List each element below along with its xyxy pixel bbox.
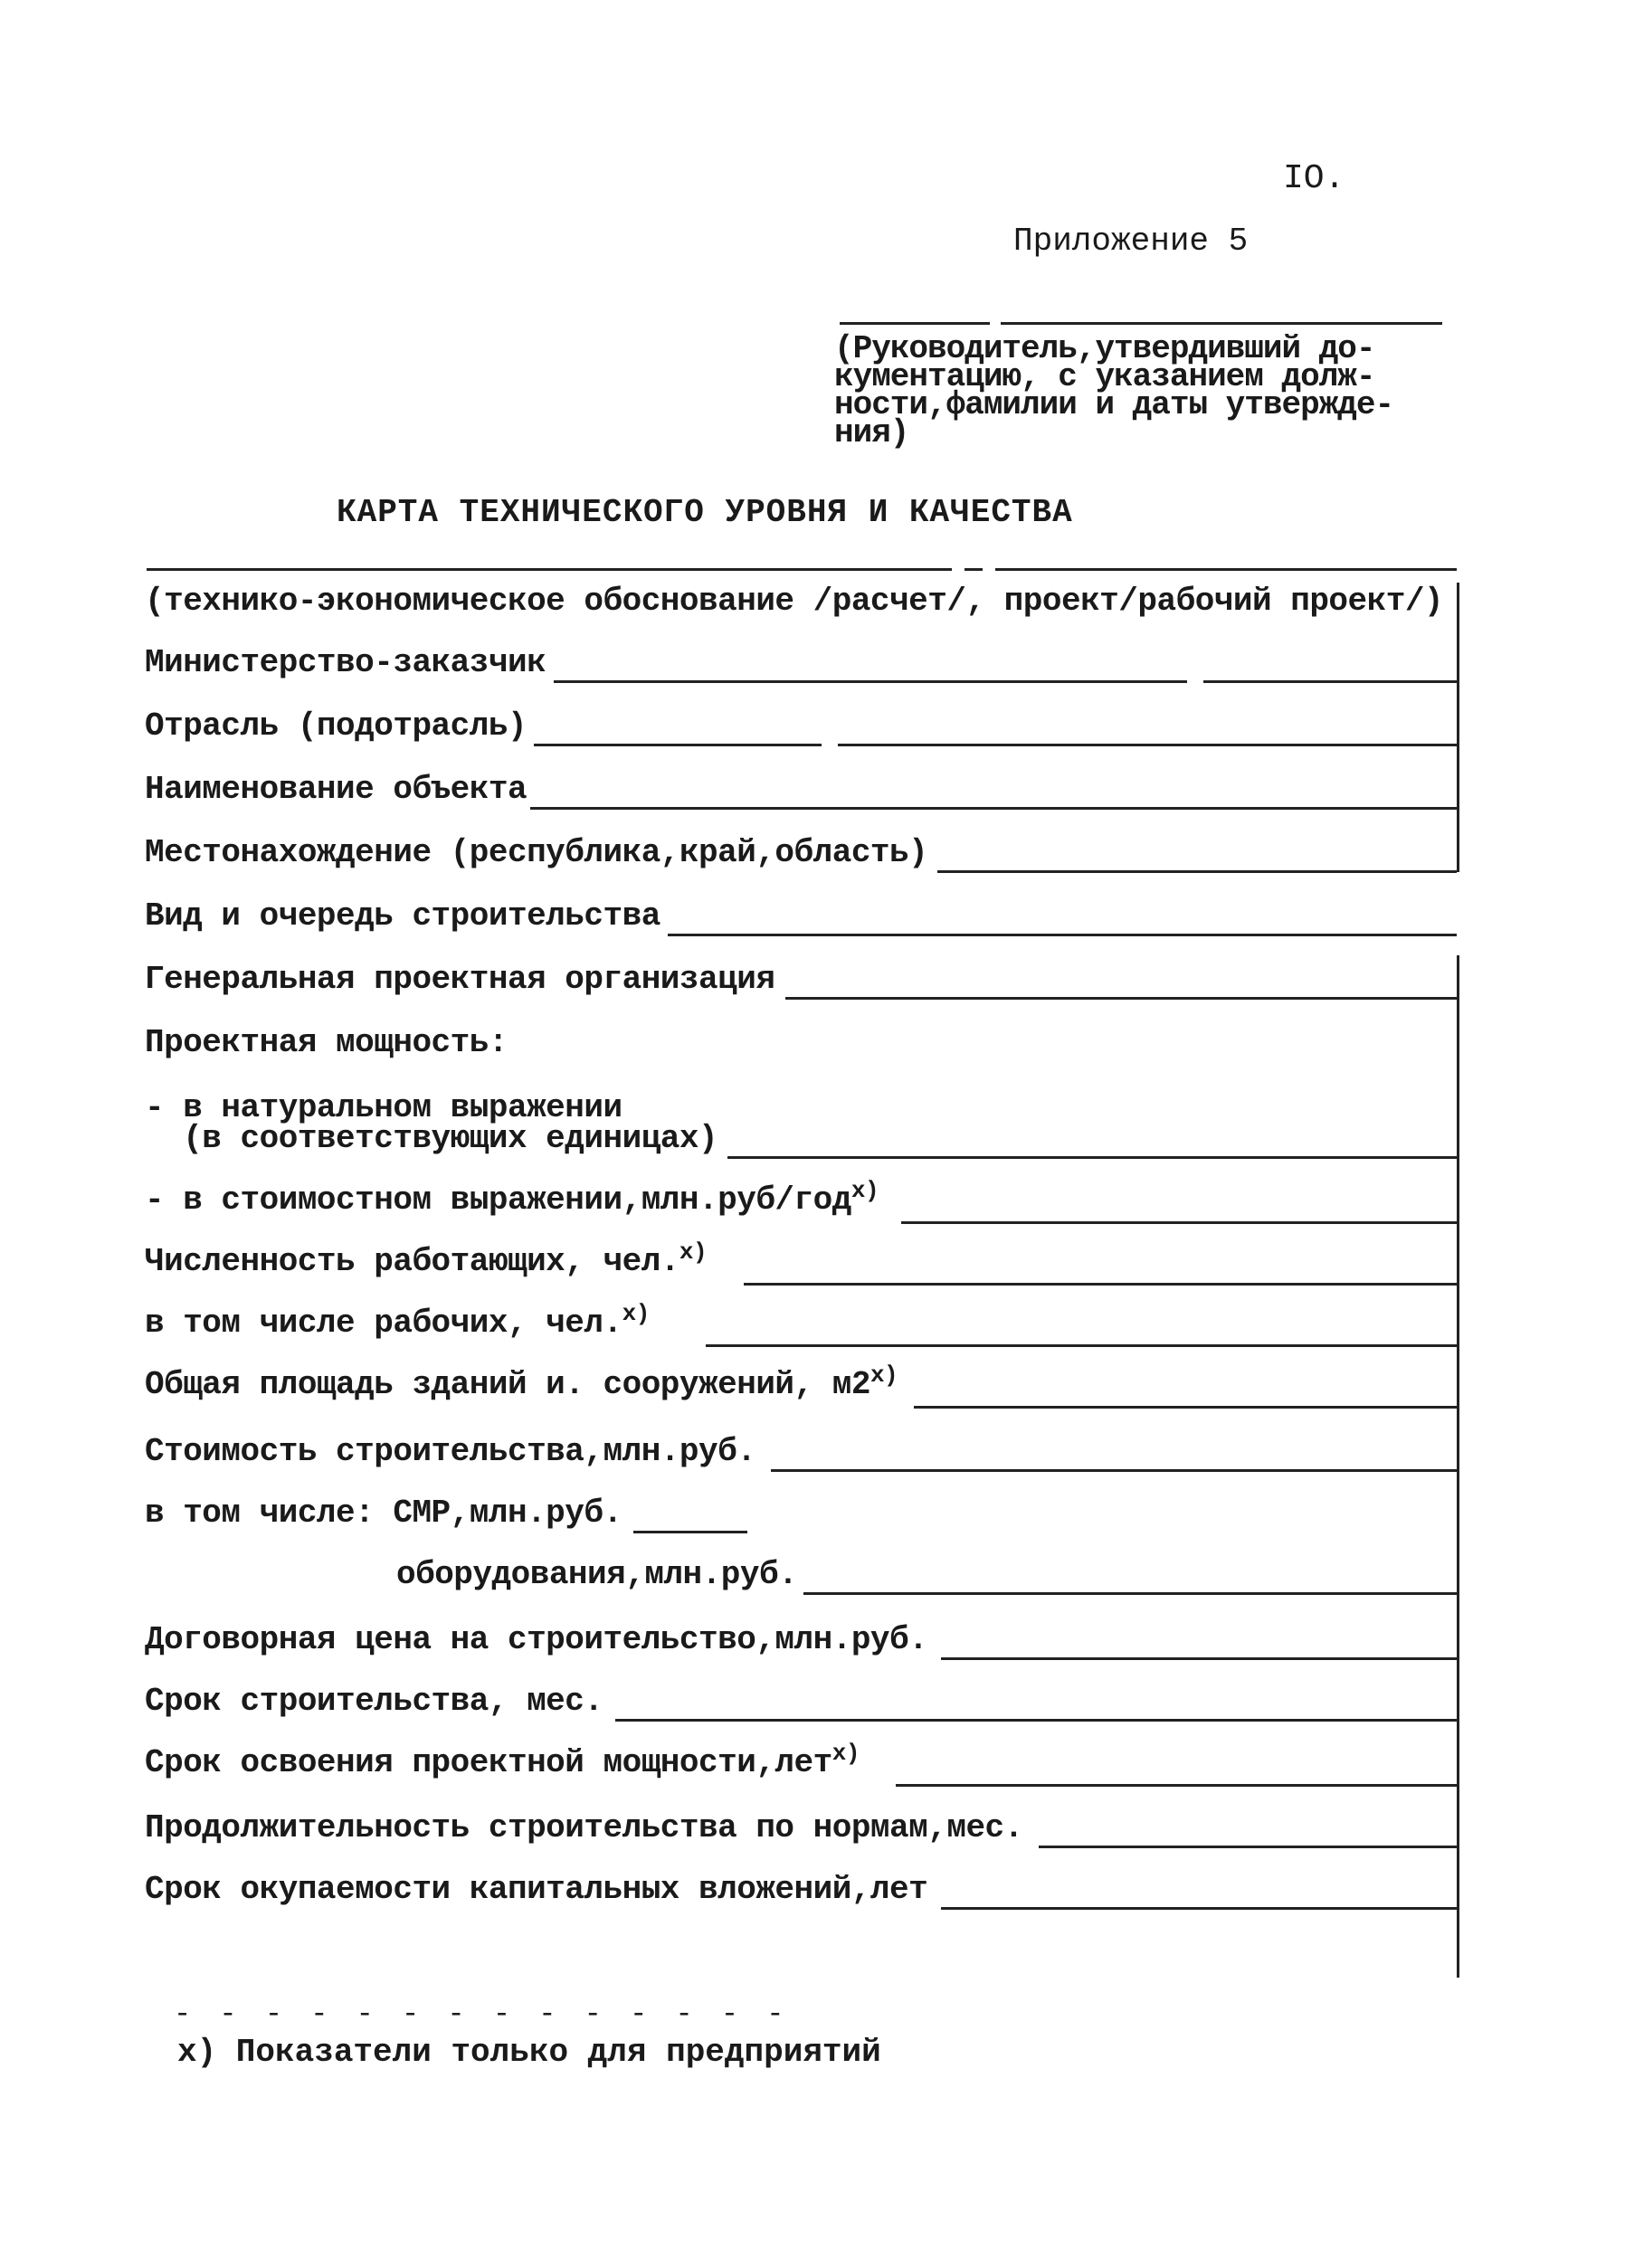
field-fill-line <box>1039 1846 1457 1848</box>
field-label: в том числе: СМР,млн.руб. <box>145 1495 622 1532</box>
field-label-text: Общая площадь зданий и. сооружений, м2 <box>145 1366 870 1403</box>
field-label-text: Срок освоения проектной мощности,лет <box>145 1744 832 1781</box>
signature-line <box>840 322 990 325</box>
field-fill-line <box>914 1406 1457 1409</box>
title-underline <box>995 568 1457 571</box>
field-label: Генеральная проектная организация <box>145 961 775 998</box>
field-normative-duration <box>0 1809 1625 1864</box>
appendix-label: Приложение 5 <box>1013 223 1249 260</box>
footnote-mark: x) <box>851 1177 879 1204</box>
field-capacity-cost <box>0 1177 1625 1236</box>
field-label <box>145 1238 708 1280</box>
field-fill-line <box>534 744 822 746</box>
field-branch <box>0 707 1625 762</box>
field-capacity-header <box>0 1024 1625 1078</box>
field-fill-line <box>838 744 1457 746</box>
field-fill-line <box>785 997 1457 1000</box>
field-label: - в натуральном выражении (в соответствующих единицах) <box>145 1089 718 1157</box>
footnote-mark: x) <box>870 1362 898 1389</box>
field-label <box>145 1300 650 1342</box>
field-equipment-cost <box>0 1556 1625 1610</box>
field-label: Срок строительства, мес. <box>145 1683 603 1720</box>
field-label: Наименование объекта <box>145 771 527 808</box>
field-label: Срок окупаемости капитальных вложений,лет <box>145 1871 928 1908</box>
field-total-area <box>0 1362 1625 1420</box>
field-label: Стоимость строительства,млн.руб. <box>145 1433 756 1470</box>
field-fill-line <box>615 1719 1457 1722</box>
field-fill-line <box>668 934 1457 936</box>
field-fill-line <box>633 1531 747 1533</box>
field-contract-price <box>0 1621 1625 1675</box>
footnote-separator: - - - - - - - - - - - - - - <box>174 1998 790 2031</box>
field-label: оборудования,млн.руб. <box>396 1556 798 1593</box>
field-fill-line <box>771 1469 1457 1472</box>
field-object-name <box>0 771 1625 825</box>
page-number: IO. <box>1283 159 1345 198</box>
field-fill-line <box>554 680 1187 683</box>
footnote: x) Показатели только для предприятий <box>177 2034 881 2071</box>
field-label: Продолжительность строительства по нормам,мес. <box>145 1809 1023 1846</box>
field-label <box>145 1362 898 1403</box>
field-fill-line <box>727 1156 1457 1159</box>
field-label <box>145 1740 860 1781</box>
field-construction-type <box>0 897 1625 952</box>
field-fill-line <box>744 1283 1457 1286</box>
footnote-mark: x) <box>622 1300 650 1327</box>
signature-line <box>1001 322 1442 325</box>
field-capacity-natural <box>0 1089 1625 1165</box>
field-fill-line <box>941 1657 1457 1660</box>
field-fill-line <box>941 1907 1457 1910</box>
field-fill-line <box>937 870 1457 873</box>
field-employees <box>0 1238 1625 1297</box>
field-construction-cost <box>0 1433 1625 1487</box>
field-label: Вид и очередь строительства <box>145 897 660 935</box>
field-label-text: в том числе рабочих, чел. <box>145 1305 622 1342</box>
footnote-mark: x) <box>832 1740 860 1767</box>
field-label: Местонахождение (республика,край,область) <box>145 834 928 871</box>
field-workers <box>0 1300 1625 1359</box>
field-label-text: Численность работающих, чел. <box>145 1243 679 1280</box>
field-fill-line <box>803 1592 1457 1595</box>
field-label: Министерство-заказчик <box>145 644 546 681</box>
field-fill-line <box>1203 680 1457 683</box>
title-underline <box>147 568 952 571</box>
field-label: Договорная цена на строительство,млн.руб. <box>145 1621 928 1658</box>
field-smr-cost <box>0 1495 1625 1549</box>
field-general-designer <box>0 961 1625 1015</box>
field-label-text: - в стоимостном выражении,млн.руб/год <box>145 1181 851 1219</box>
title-underline <box>965 568 983 571</box>
field-capacity-period <box>0 1740 1625 1798</box>
field-payback-period <box>0 1871 1625 1925</box>
field-fill-line <box>896 1784 1457 1787</box>
field-label <box>145 1177 879 1219</box>
field-location <box>0 834 1625 888</box>
card-title: КАРТА ТЕХНИЧЕСКОГО УРОВНЯ И КАЧЕСТВА <box>337 494 1073 531</box>
field-fill-line <box>706 1344 1457 1347</box>
document-type: (технико-экономическое обоснование /расчет/, проект/рабочий проект/) <box>145 583 1444 620</box>
field-label: Отрасль (подотрасль) <box>145 707 527 745</box>
footnote-mark: x) <box>679 1238 708 1266</box>
field-fill-line <box>530 807 1457 810</box>
field-fill-line <box>901 1221 1457 1224</box>
field-ministry <box>0 644 1625 698</box>
field-label: Проектная мощность: <box>145 1024 508 1061</box>
field-construction-period <box>0 1683 1625 1737</box>
approval-note: (Руководитель,утвердивший до- кументацию, с указанием долж- ности,фамилии и даты утвержде- ния) <box>834 330 1394 451</box>
